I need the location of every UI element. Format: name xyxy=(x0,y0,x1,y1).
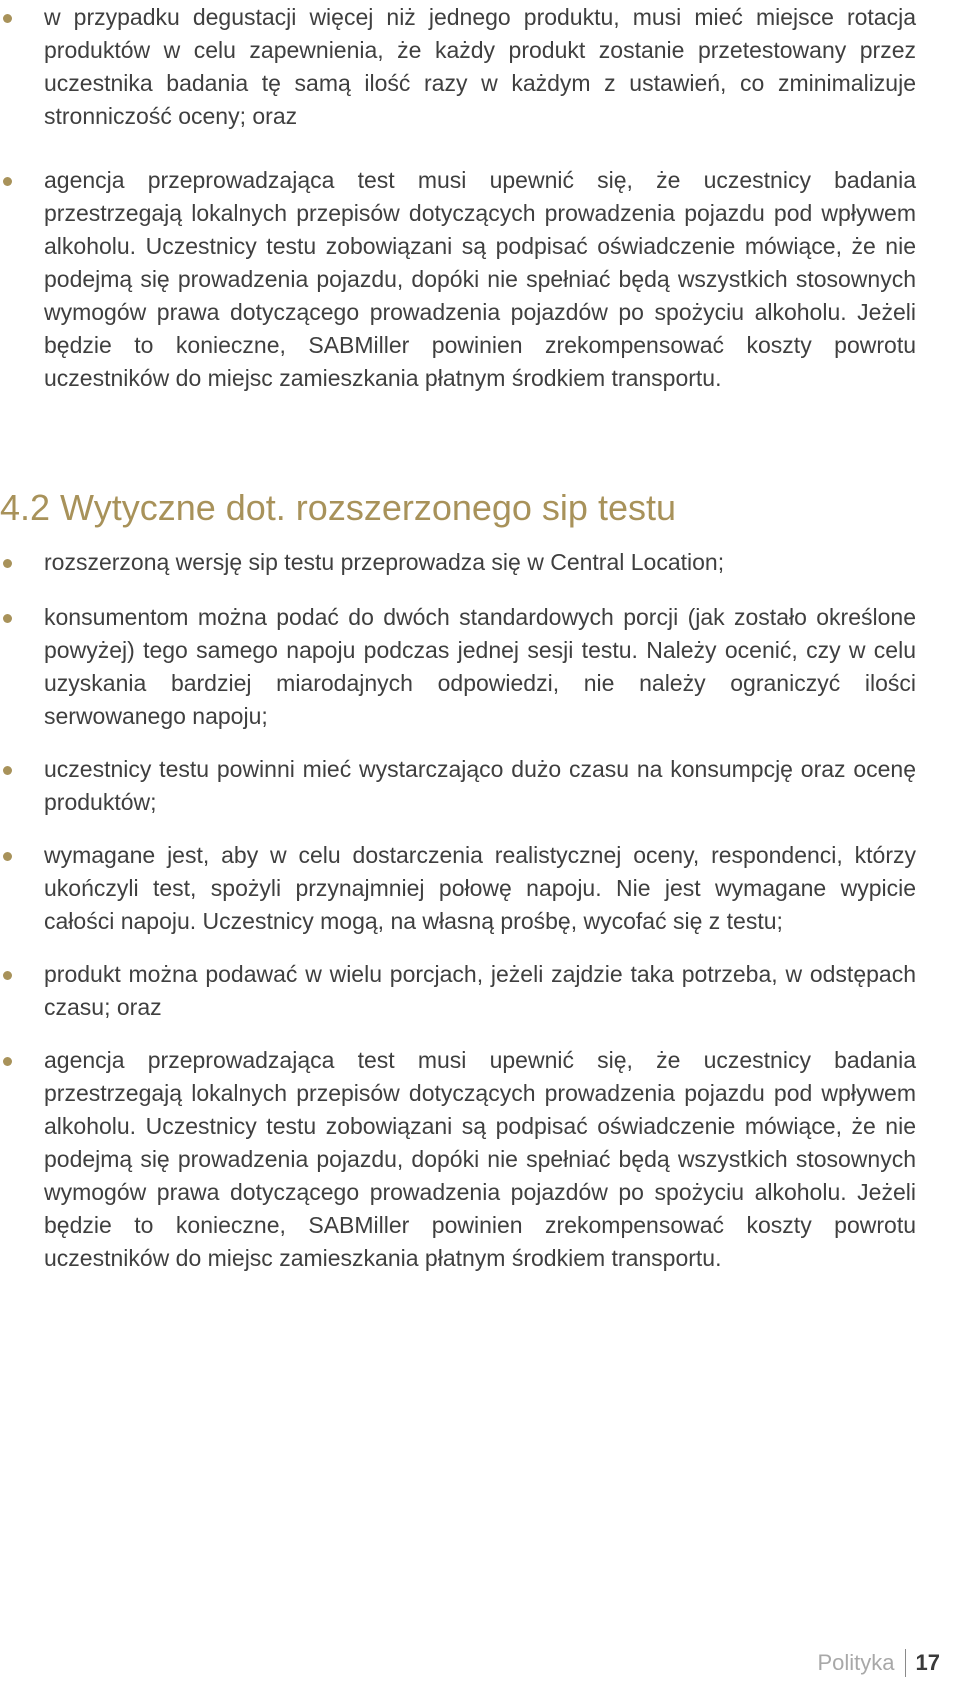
bullet-icon xyxy=(3,614,12,623)
bullet-icon xyxy=(3,971,12,980)
list-item xyxy=(0,1,916,133)
list-item-text: agencja przeprowadzająca test musi upewnić się, że uczestnicy badania przestrzegają lokalnych przepisów dotyczących prowadzenia pojazdu pod wpływem alkoholu. Uczestnicy testu zobowiązani są podpisać oświadczenie mówiące, że nie podejmą się prowadzenia pojazdu, dopóki nie spełniać będą wszystkich stosownych wymogów prawa dotyczącego prowadzenia pojazdów po spożyciu alkoholu. Jeżeli będzie to konieczne, SABMiller powinien zrekompensować koszty powrotu uczestników do miejsc zamieszkania płatnym środkiem transportu. xyxy=(44,1047,916,1271)
page-number: 17 xyxy=(915,1650,940,1675)
list-item xyxy=(0,958,916,1024)
list-item-text: wymagane jest, aby w celu dostarczenia realistycznej oceny, respondenci, którzy ukończyli test, spożyli przynajmniej połowę napoju. Nie jest wymagane wypicie całości napoju. Uczestnicy mogą, na własną prośbę, wycofać się z testu; xyxy=(44,842,916,934)
bullet-icon xyxy=(3,177,12,186)
list-item-text: w przypadku degustacji więcej niż jednego produktu, musi mieć miejsce rotacja produktów w celu zapewnienia, że każdy produkt zostanie przetestowany przez uczestnika badania tę samą ilość razy w każdym z ustawień, co zminimalizuje stronniczość oceny; oraz xyxy=(44,4,916,129)
bullet-icon xyxy=(3,1057,12,1066)
bullet-icon xyxy=(3,852,12,861)
list-item-text: rozszerzoną wersję sip testu przeprowadza się w Central Location; xyxy=(44,549,725,575)
list-item-text: produkt można podawać w wielu porcjach, jeżeli zajdzie taka potrzeba, w odstępach czasu; oraz xyxy=(44,961,916,1020)
bullet-icon xyxy=(3,766,12,775)
list-item-text: uczestnicy testu powinni mieć wystarczająco dużo czasu na konsumpcję oraz ocenę produktów; xyxy=(44,756,916,815)
section-heading: 4.2 Wytyczne dot. rozszerzonego sip testu xyxy=(0,487,677,528)
bullet-list-bottom xyxy=(0,546,916,1275)
list-item xyxy=(0,601,916,733)
bullet-list-top xyxy=(0,1,916,395)
bullet-icon xyxy=(3,14,12,23)
list-item-text: agencja przeprowadzająca test musi upewnić się, że uczestnicy badania przestrzegają lokalnych przepisów dotyczących prowadzenia pojazdu pod wpływem alkoholu. Uczestnicy testu zobowiązani są podpisać oświadczenie mówiące, że nie podejmą się prowadzenia pojazdu, dopóki nie spełniać będą wszystkich stosownych wymogów prawa dotyczącego prowadzenia pojazdów po spożyciu alkoholu. Jeżeli będzie to konieczne, SABMiller powinien zrekompensować koszty powrotu uczestników do miejsc zamieszkania płatnym środkiem transportu. xyxy=(44,167,916,391)
bullet-icon xyxy=(3,559,12,568)
footer-label: Polityka xyxy=(817,1650,895,1675)
list-item-text: konsumentom można podać do dwóch standardowych porcji (jak zostało określone powyżej) tego samego napoju podczas jednej sesji testu. Należy ocenić, czy w celu uzyskania bardziej miarodajnych odpowiedzi, nie należy ograniczyć ilości serwowanego napoju; xyxy=(44,604,916,729)
list-item xyxy=(0,839,916,938)
list-item xyxy=(0,753,916,819)
list-item xyxy=(0,1044,916,1275)
list-item xyxy=(0,546,916,579)
page-footer xyxy=(817,1648,940,1678)
list-item xyxy=(0,164,916,395)
